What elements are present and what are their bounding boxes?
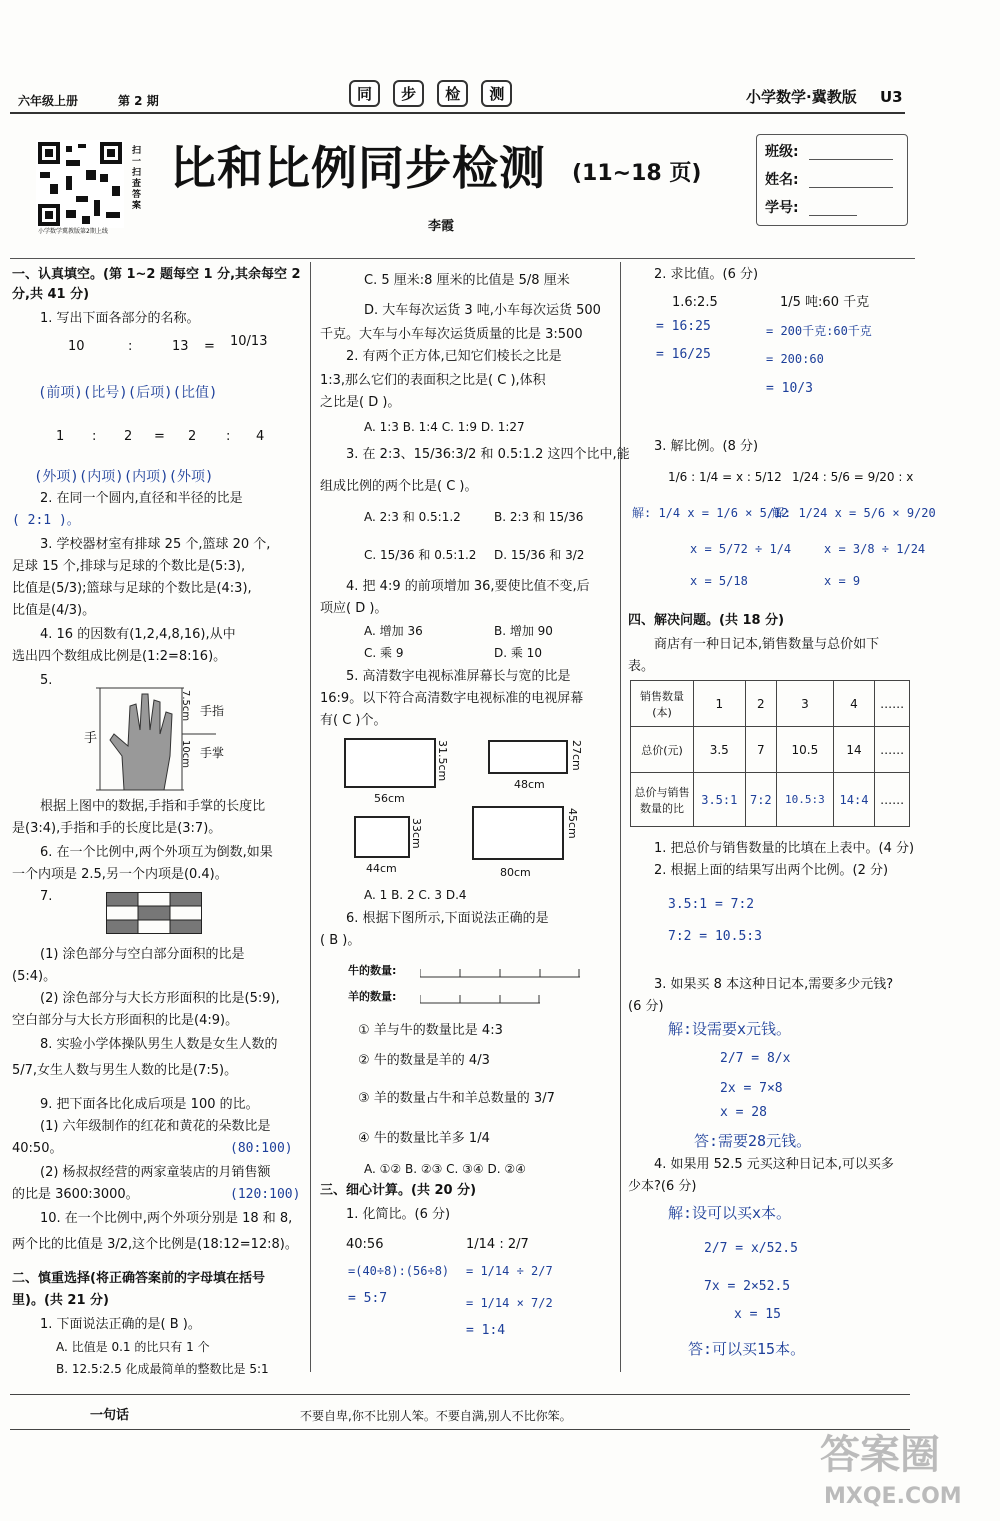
sec3-q1a-step2: = 5:7: [348, 1291, 388, 1306]
sec3-q3a-step2: x = 5/72 ÷ 1/4: [690, 542, 792, 556]
sec4-q3-step3: 2x = 7×8: [720, 1081, 783, 1096]
sec1-q2: 2. 在同一个圆内,直径和半径的比是: [40, 491, 243, 506]
id-field[interactable]: [809, 215, 857, 216]
q1-row2-e: 2: [188, 429, 197, 444]
sec4-q4-step3: 7x = 2×52.5: [704, 1279, 791, 1294]
sec2-q6b: ( B )。: [320, 933, 361, 948]
q1-row2-b: :: [92, 429, 97, 444]
sec3-q2b: 1/5 吨:60 千克: [780, 295, 870, 310]
sec3-q2: 2. 求比值。(6 分): [654, 267, 759, 282]
sec2-q2b: 1:3,那么它们的表面积之比是( C ),体积: [320, 373, 546, 388]
q1-row2-a: 1: [56, 429, 65, 444]
sec1-q9b-answer: (80:100): [230, 1141, 293, 1156]
q1-row2-f: :: [226, 429, 231, 444]
page-title: 比和比例同步检测: [170, 141, 546, 195]
sec4-q1: 1. 把总价与销售数量的比填在上表中。(4 分): [654, 841, 915, 856]
sec2-q6-statement-3: ③ 羊的数量占牛和羊总数量的 3/7: [358, 1091, 555, 1106]
subject-label: 小学数学·冀教版: [746, 88, 857, 106]
sec1-q8a: 8. 实验小学体操队男生人数是女生人数的: [40, 1037, 278, 1052]
table-cell: 14: [833, 727, 875, 773]
q1-row2-c: 2: [124, 429, 133, 444]
table-cell: 3: [777, 681, 834, 727]
table-cell: ……: [875, 681, 910, 727]
finger-label: 手指: [200, 704, 225, 718]
q1-row2-d: =: [154, 429, 165, 444]
sec4-q4-step4: x = 15: [734, 1307, 781, 1322]
sec4-q4-step2: 2/7 = x/52.5: [704, 1241, 798, 1256]
name-field[interactable]: [809, 187, 893, 188]
sec2-q1-option-d2: 千克。大车与小车每次运货质量的比是 3:500: [320, 327, 583, 342]
sec1-q9: 9. 把下面各比化成后项是 100 的比。: [40, 1097, 259, 1112]
screen-rect: [488, 740, 568, 774]
sec1-q9c: (2) 杨叔叔经营的两家童装店的月销售额: [40, 1165, 271, 1180]
qr-side-text: 扫一扫 查答案: [132, 146, 142, 211]
sec3-q2b-step3: = 10/3: [766, 381, 813, 396]
sec1-q7c: (2) 涂色部分与大长方形面积的比是(5:9),: [40, 991, 280, 1006]
sec2-q6a: 6. 根据下图所示,下面说法正确的是: [346, 911, 549, 926]
screen-width: 44cm: [366, 862, 397, 875]
sec2-q1: 1. 下面说法正确的是( B )。: [40, 1317, 201, 1332]
sec1-q6a: 6. 在一个比例中,两个外项互为倒数,如果: [40, 845, 273, 860]
sec1-q8b: 5/7,女生人数与男生人数的比是(7:5)。: [12, 1063, 238, 1078]
class-field[interactable]: [809, 159, 893, 160]
sec2-q4-option-a: A. 增加 36: [364, 624, 423, 638]
palm-length: 10cm: [180, 740, 191, 768]
sec3-q3a-step1: 解: 1/4 x = 1/6 × 5/12: [632, 506, 789, 520]
seal-char: 步: [393, 80, 424, 107]
table-cell: 1: [694, 681, 746, 727]
sec3-q1b-step3: = 1:4: [466, 1323, 506, 1338]
seal-char: 同: [349, 80, 380, 107]
table-cell: 10.5:3: [777, 773, 834, 827]
sec2-q1-option-b: B. 12.5:2.5 化成最简单的整数比是 5:1: [56, 1362, 269, 1376]
sec1-q9a: (1) 六年级制作的红花和黄花的朵数比是: [40, 1119, 271, 1134]
screen-height: 45cm: [566, 808, 579, 839]
sec2-q3-option-a: A. 2:3 和 0.5:1.2: [364, 510, 461, 524]
seal-char: 检: [437, 80, 468, 107]
cow-bar: [420, 964, 580, 976]
sec2-q4b: 项应( D )。: [320, 601, 388, 616]
screen-height: 31.5cm: [436, 740, 449, 782]
sec4-intro2: 表。: [628, 659, 655, 674]
sec2-q1-option-d1: D. 大车每次运货 3 吨,小车每次运货 500: [364, 303, 601, 318]
sec3-q2a: 1.6:2.5: [672, 295, 718, 310]
table-cell: 3.5:1: [694, 773, 746, 827]
sec2-q5-options: A. 1 B. 2 C. 3 D.4: [364, 888, 467, 902]
sheep-bar: [420, 990, 540, 1002]
student-info-box: [756, 134, 908, 226]
screen-rect: [344, 738, 436, 788]
sec3-q3: 3. 解比例。(8 分): [654, 439, 759, 454]
sec3-q3b-step3: x = 9: [824, 574, 861, 588]
sec1-q3c: 比值是(5/3);篮球与足球的个数比是(4:3),: [12, 581, 252, 596]
table-cell: 3.5: [694, 727, 746, 773]
q1-row1-b: :: [128, 339, 133, 354]
sec2-q5c: 有( C )个。: [320, 713, 387, 728]
sec2-q2a: 2. 有两个正方体,已知它们棱长之比是: [346, 349, 562, 364]
sec2-heading: 二、慎重选择(将正确答案前的字母填在括号: [12, 1271, 265, 1286]
sec2-q6-options: A. ①② B. ②③ C. ③④ D. ②④: [364, 1162, 526, 1176]
sec2-heading2: 里)。(共 21 分): [12, 1293, 109, 1308]
sec2-q3-option-d: D. 15/36 和 3/2: [494, 548, 585, 562]
footer-bar: [10, 1394, 910, 1430]
q1-answer1: (前项)(比号)(后项)(比值): [38, 385, 218, 401]
sec3-q3a: 1/6 : 1/4 = x : 5/12: [668, 470, 782, 484]
seal-char: 测: [481, 80, 512, 107]
table-cell: ……: [875, 773, 910, 827]
sec1-q10a: 10. 在一个比例中,两个外项分别是 18 和 8,: [40, 1211, 293, 1226]
table-row-head: 总价(元): [631, 727, 694, 773]
sec3-q1b-step2: = 1/14 × 7/2: [466, 1296, 553, 1310]
sec2-q2-options: A. 1:3 B. 1:4 C. 1:9 D. 1:27: [364, 420, 525, 434]
sec4-q4-step5: 答:可以买15本。: [688, 1340, 806, 1358]
page-code: U3: [880, 88, 903, 106]
sec2-q5b: 16:9。以下符合高清数字电视标准的电视屏幕: [320, 691, 584, 706]
id-label: 学号:: [765, 200, 799, 216]
q1-row2-g: 4: [256, 429, 265, 444]
sec4-q3-step4: x = 28: [720, 1105, 767, 1120]
sec1-q5: 5.: [40, 673, 53, 688]
sec2-q4-option-c: C. 乘 9: [364, 646, 404, 660]
sec4-q2: 2. 根据上面的结果写出两个比例。(2 分): [654, 863, 889, 878]
author: 李霞: [428, 219, 455, 234]
shaded-rectangle: [106, 892, 202, 934]
q1-row1-c: 13: [172, 339, 189, 354]
sec4-q3b: (6 分): [628, 999, 664, 1014]
sec4-q3-step2: 2/7 = 8/x: [720, 1051, 791, 1066]
sec2-q6-statement-1: ① 羊与牛的数量比是 4:3: [358, 1023, 503, 1038]
sec2-q1-option-c: C. 5 厘米:8 厘米的比值是 5/8 厘米: [364, 273, 570, 288]
sec4-heading: 四、解决问题。(共 18 分): [628, 613, 785, 628]
sec2-q3-option-c: C. 15/36 和 0.5:1.2: [364, 548, 477, 562]
sec3-q2b-step2: = 200:60: [766, 352, 824, 366]
sales-table: [630, 680, 910, 827]
sec1-q9d: 的比是 3600:3000。: [12, 1187, 139, 1202]
screen-width: 48cm: [514, 778, 545, 791]
sec4-q3a: 3. 如果买 8 本这种日记本,需要多少元钱?: [654, 977, 894, 992]
header-seals: [345, 80, 516, 107]
sec2-q6-statement-2: ② 牛的数量是羊的 4/3: [358, 1053, 490, 1068]
sec4-q4a: 4. 如果用 52.5 元买这种日记本,可以买多: [654, 1157, 894, 1172]
sec2-q4-option-d: D. 乘 10: [494, 646, 542, 660]
qr-code-icon: [36, 140, 124, 228]
sec1-q3a: 3. 学校器材室有排球 25 个,篮球 20 个,: [40, 537, 271, 552]
q1-answer2: (外项)(内项)(内项)(外项): [34, 469, 214, 485]
sec1-q4a: 4. 16 的因数有(1,2,4,8,16),从中: [40, 627, 236, 642]
screen-width: 56cm: [374, 792, 405, 805]
hand-figure: [84, 686, 284, 792]
sec1-q6b: 一个内项是 2.5,另一个内项是(0.4)。: [12, 867, 228, 882]
sec1-heading2: 分,共 41 分): [12, 287, 90, 302]
sec3-q3b-step2: x = 3/8 ÷ 1/24: [824, 542, 926, 556]
q1-row1-d: =: [204, 339, 215, 354]
screen-width: 80cm: [500, 866, 531, 879]
sec4-q4-step1: 解:设可以买x本。: [668, 1204, 792, 1222]
screen-rect: [472, 806, 564, 860]
table-cell: 7:2: [745, 773, 777, 827]
table-cell: ……: [875, 727, 910, 773]
issue-label: 第 2 期: [118, 94, 159, 108]
sec1-q3d: 比值是(4/3)。: [12, 603, 96, 618]
screen-height: 33cm: [410, 818, 423, 849]
sec1-q1: 1. 写出下面各部分的名称。: [40, 311, 200, 326]
sec1-q9d-answer: (120:100): [230, 1187, 301, 1202]
sec2-q5a: 5. 高清数字电视标准屏幕长与宽的比是: [346, 669, 571, 684]
sheep-label: 羊的数量:: [348, 990, 397, 1003]
table-cell: 7: [745, 727, 777, 773]
table-row-head: 销售数量(本): [631, 681, 694, 727]
table-cell: 14:4: [833, 773, 875, 827]
finger-length: 7.5cm: [180, 690, 191, 722]
cow-label: 牛的数量:: [348, 964, 397, 977]
watermark-url: MXQE.COM: [824, 1484, 962, 1509]
hand-label: 手: [84, 731, 98, 746]
sec3-q3b: 1/24 : 5/6 = 9/20 : x: [792, 470, 914, 484]
sec2-q4a: 4. 把 4:9 的前项增加 36,要使比值不变,后: [346, 579, 590, 594]
sec4-q3-step1: 解:设需要x元钱。: [668, 1020, 792, 1038]
sec4-q2-step1: 3.5:1 = 7:2: [668, 897, 755, 912]
sec3-q1b: 1/14 : 2/7: [466, 1237, 529, 1252]
screen-rect: [354, 816, 410, 858]
sec1-q7b: (5:4)。: [12, 969, 57, 984]
sec4-q4b: 少本?(6 分): [628, 1179, 697, 1194]
sec3-q1a: 40:56: [346, 1237, 384, 1252]
class-label: 班级:: [765, 144, 799, 160]
name-label: 姓名:: [765, 172, 799, 188]
sec1-q2b: ( 2:1 )。: [12, 513, 80, 528]
sec1-q5b: 是(3:4),手指和手的长度比是(3:7)。: [12, 821, 222, 836]
sec1-q7d: 空白部分与大长方形面积的比是(4:9)。: [12, 1013, 239, 1028]
table-cell: 4: [833, 681, 875, 727]
sec3-q2a-step2: = 16/25: [656, 347, 711, 362]
sec3-heading: 三、细心计算。(共 20 分): [320, 1183, 477, 1198]
table-cell: 2: [745, 681, 777, 727]
sec3-q2a-step1: = 16:25: [656, 319, 711, 334]
sec3-q1: 1. 化简比。(6 分): [346, 1207, 451, 1222]
footer-label: 一句话: [90, 1408, 130, 1423]
table-cell: 10.5: [777, 727, 834, 773]
palm-label: 手掌: [200, 746, 225, 760]
sec1-q3b: 足球 15 个,排球与足球的个数比是(5:3),: [12, 559, 246, 574]
sec1-q7: 7.: [40, 889, 53, 904]
sec1-heading: 一、认真填空。(第 1~2 题每空 1 分,其余每空 2: [12, 267, 301, 282]
sec4-q2-step2: 7:2 = 10.5:3: [668, 929, 762, 944]
sec1-q7a: (1) 涂色部分与空白部分面积的比是: [40, 947, 245, 962]
title-pages: (11~18 页): [572, 161, 702, 186]
screen-height: 27cm: [570, 740, 583, 771]
sec1-q5a: 根据上图中的数据,手指和手掌的长度比: [40, 799, 266, 814]
watermark-text: 答案圈: [820, 1432, 940, 1478]
sec3-q2b-step1: = 200千克:60千克: [766, 324, 872, 338]
sec1-q4b: 选出四个数组成比例是(1:2=8:16)。: [12, 649, 227, 664]
sec2-q3a: 3. 在 2:3、15/36:3/2 和 0.5:1.2 这四个比中,能: [346, 447, 630, 462]
qr-bottom-text: 小学数学冀教版第2期上线: [38, 228, 108, 235]
sec3-q3b-step1: 解: 1/24 x = 5/6 × 9/20: [772, 506, 936, 520]
table-row-head: 总价与销售数量的比: [631, 773, 694, 827]
sec2-q1-option-a: A. 比值是 0.1 的比只有 1 个: [56, 1340, 210, 1354]
sec4-q3-step5: 答:需要28元钱。: [694, 1132, 812, 1150]
q1-row1-a: 10: [68, 339, 85, 354]
sec3-q1b-step1: = 1/14 ÷ 2/7: [466, 1264, 553, 1278]
sec1-q9b: 40:50。: [12, 1141, 63, 1156]
sec2-q3-option-b: B. 2:3 和 15/36: [494, 510, 584, 524]
sec3-q1a-step1: =(40÷8):(56÷8): [348, 1264, 450, 1278]
footer-motto: 不要自卑,你不比别人笨。不要自满,别人不比你笨。: [300, 1409, 572, 1423]
q1-row1-e: 10/13: [230, 334, 268, 349]
sec2-q2c: 之比是( D )。: [320, 395, 401, 410]
sec3-q3a-step3: x = 5/18: [690, 574, 748, 588]
sec2-q4-option-b: B. 增加 90: [494, 624, 553, 638]
sec1-q10b: 两个比的比值是 3/2,这个比例是(18:12=12:8)。: [12, 1237, 298, 1252]
sec4-intro1: 商店有一种日记本,销售数量与总价如下: [654, 637, 880, 652]
grade-label: 六年级上册: [18, 94, 79, 108]
sec2-q6-statement-4: ④ 牛的数量比羊多 1/4: [358, 1131, 490, 1146]
sec2-q3b: 组成比例的两个比是( C )。: [320, 479, 478, 494]
